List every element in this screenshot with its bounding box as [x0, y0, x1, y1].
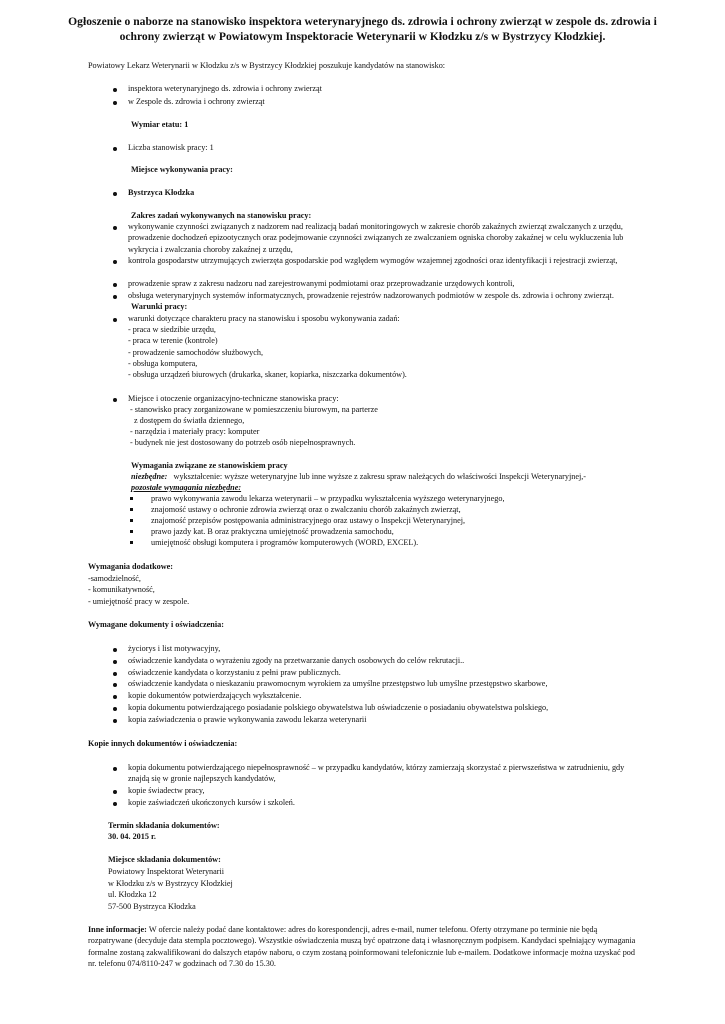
zakres-item: kontrola gospodarstw utrzymujących zwierzęta gospodarskie pod względem wymogów wzajemnej zgodności oraz identyfikacji i rejestracji zwierząt, [128, 256, 618, 265]
address-line: ul. Kłodzka 12 [108, 890, 157, 899]
pozostale-item: znajomość ustawy o ochronie zdrowia zwierząt oraz o zwalczaniu chorób zakaźnych zwierząt, [151, 505, 461, 514]
dokumenty-item: oświadczenie kandydata o wyrażeniu zgody na przetwarzanie danych osobowych do celów rekrutacji.. [128, 656, 465, 665]
otoczenie-item: - stanowisko pracy zorganizowane w pomieszczeniu biurowym, na parterze [130, 405, 378, 414]
bullet-icon [113, 767, 117, 771]
inne-text: W ofercie należy podać dane kontaktowe: adres do korespondencji, adres e-mail, numer telefonu. Oferty otrzymane po terminie nie będą rozpatrywane (decyduje data stempla pocztowego). Wszystkie oświadczenia muszą być opatrzone datą i własnoręcznym podpisem. Kandydaci spełniający wymagania formalne zostaną zakwalifikowani do dalszych etapów naboru, o czym zostaną poinformowani telefonicznie lub e-mailem. Dodatkowe informacje można uzyskać pod nr. telefonu 074/8110-247 w godzinach od 7.30 do 15.30. [88, 925, 636, 969]
kopie-item: kopie świadectw pracy, [128, 786, 205, 795]
square-bullet-icon [130, 497, 133, 500]
dokumenty-item: życiorys i list motywacyjny, [128, 644, 221, 653]
kopie-item: kopie zaświadczeń ukończonych kursów i szkoleń. [128, 798, 295, 807]
wymagania-label: Wymagania związane ze stanowiskiem pracy [131, 461, 288, 470]
dokumenty-item: kopie dokumentów potwierdzających wykształcenie. [128, 691, 302, 700]
address-line: w Kłodzku z/s w Bystrzycy Kłodzkiej [108, 879, 233, 888]
bullet-icon [113, 695, 117, 699]
warunki-item: - obsługa urządzeń biurowych (drukarka, skaner, kopiarka, niszczarka dokumentów). [128, 370, 407, 379]
wymiar-etatu: Wymiar etatu: 1 [131, 120, 189, 129]
position-item: w Zespole ds. zdrowia i ochrony zwierząt [128, 97, 265, 106]
dokumenty-item: kopia zaświadczenia o prawie wykonywania zawodu lekarza weterynarii [128, 715, 367, 724]
otoczenie-item: - narzędzia i materiały pracy: komputer [130, 427, 260, 436]
bullet-icon [113, 260, 117, 264]
dodatkowe-item: - komunikatywność, [88, 585, 155, 594]
bullet-icon [113, 88, 117, 92]
warunki-label: Warunki pracy: [131, 302, 188, 311]
dokumenty-item: oświadczenie kandydata o nieskazaniu prawomocnym wyrokiem za umyślne przestępstwo lub umyślne przestępstwo skarbowe, [128, 679, 548, 688]
bullet-icon [113, 101, 117, 105]
bullet-icon [113, 295, 117, 299]
kopie-label: Kopie innych dokumentów i oświadczenia: [88, 739, 238, 748]
kopie-item: kopia dokumentu potwierdzającego niepełnosprawność – w przypadku kandydatów, którzy zamierzają skorzystać z pierwszeństwa w zatrudnieniu, gdy znajdą się w gronie najlepszych kandydatów, [128, 763, 625, 784]
niezbedne-label: niezbędne: [131, 472, 168, 481]
dokumenty-item: kopia dokumentu potwierdzającego posiadanie polskiego obywatelstwa lub oświadczenie o posiadaniu obywatelstwa polskiego, [128, 703, 549, 712]
inne-informacje [88, 924, 643, 970]
otoczenie-intro: Miejsce i otoczenie organizacyjno-techniczne stanowiska pracy: [128, 394, 339, 403]
dokumenty-label: Wymagane dokumenty i oświadczenia: [88, 620, 224, 629]
bullet-icon [113, 192, 117, 196]
dodatkowe-item: - umiejętność pracy w zespole. [88, 597, 190, 606]
niezbedne-line [131, 471, 586, 482]
zakres-label: Zakres zadań wykonywanych na stanowisku pracy: [131, 211, 312, 220]
inne-label: Inne informacje: [88, 925, 147, 934]
bullet-icon [113, 398, 117, 402]
warunki-item: - obsługa komputera, [128, 359, 198, 368]
dodatkowe-label: Wymagania dodatkowe: [88, 562, 173, 571]
square-bullet-icon [130, 541, 133, 544]
pozostale-item: prawo wykonywania zawodu lekarza weterynarii – w przypadku wykształcenia wyższego weterynaryjnego, [151, 494, 505, 503]
warunki-item: - praca w siedzibie urzędu, [128, 325, 216, 334]
square-bullet-icon [130, 530, 133, 533]
warunki-item: - praca w terenie (kontrole) [128, 336, 218, 345]
zakres-item: prowadzenie spraw z zakresu nadzoru nad zarejestrowanymi podmiotami oraz przeprowadzanie urzędowych kontroli, [128, 279, 515, 288]
bullet-icon [113, 318, 117, 322]
bullet-icon [113, 147, 117, 151]
miejsce-skladania-label: Miejsce składania dokumentów: [108, 855, 221, 864]
address-line: Powiatowy Inspektorat Weterynarii [108, 867, 225, 876]
bullet-icon [113, 672, 117, 676]
warunki-intro: warunki dotyczące charakteru pracy na stanowisku i sposobu wykonywania zadań: [128, 314, 400, 323]
niezbedne-text: wykształcenie: wyższe weterynaryjne lub inne wyższe z zakresu spraw należących do właściwości Inspekcji Weterynaryjnej,- [173, 472, 587, 481]
dokumenty-item: oświadczenie kandydata o korzystaniu z pełni praw publicznych. [128, 668, 341, 677]
intro-text: Powiatowy Lekarz Weterynarii w Kłodzku z/s w Bystrzycy Kłodzkiej poszukuje kandydatów na stanowisko: [88, 61, 446, 70]
document-title: Ogłoszenie o naborze na stanowisko inspektora weterynaryjnego ds. zdrowia i ochrony zwierząt w zespole ds. zdrowia i ochrony zwierząt w Powiatowym Inspektoracie Weterynarii w Kłodzku z/s w Bystrzycy Kłodzkiej. [68, 15, 657, 43]
bullet-icon [113, 283, 117, 287]
miejsce-value: Bystrzyca Kłodzka [128, 188, 195, 197]
bullet-icon [113, 648, 117, 652]
zakres-item: obsługa weterynaryjnych systemów informatycznych, prowadzenie rejestrów nadzorowanych podmiotów w zespole ds. zdrowia i ochrony zwierząt. [128, 291, 614, 300]
liczba-stanowisk: Liczba stanowisk pracy: 1 [128, 143, 214, 152]
pozostale-item: prawo jazdy kat. B oraz praktyczna umiejętność prowadzenia samochodu, [151, 527, 394, 536]
termin-label: Termin składania dokumentów: [108, 821, 220, 830]
termin-value: 30. 04. 2015 r. [108, 832, 156, 841]
bullet-icon [113, 707, 117, 711]
bullet-icon [113, 683, 117, 687]
position-item: inspektora weterynaryjnego ds. zdrowia i ochrony zwierząt [128, 84, 322, 93]
square-bullet-icon [130, 508, 133, 511]
miejsce-label: Miejsce wykonywania pracy: [131, 165, 233, 174]
zakres-item: wykonywanie czynności związanych z nadzorem nad realizacją badań monitoringowych w zakresie chorób zakaźnych zwierząt zwalczanych z urzędu, prowadzenie dochodzeń epizootycznych oraz podejmowanie czynności związanych ze zwalczaniem ogniska choroby zakaźnej w celu wykluczenia lub wykrycia i zwalczania choroby zakaźnej z urzędu, [128, 222, 624, 254]
otoczenie-item: - budynek nie jest dostosowany do potrzeb osób niepełnosprawnych. [130, 438, 356, 447]
bullet-icon [113, 802, 117, 806]
square-bullet-icon [130, 519, 133, 522]
bullet-icon [113, 226, 117, 230]
warunki-item: - prowadzenie samochodów służbowych, [128, 348, 264, 357]
pozostale-item: umiejętność obsługi komputera i programów komputerowych (WORD, EXCEL). [151, 538, 419, 547]
dodatkowe-item: -samodzielność, [88, 574, 141, 583]
bullet-icon [113, 719, 117, 723]
pozostale-label: pozostałe wymagania niezbędne: [131, 483, 242, 492]
bullet-icon [113, 660, 117, 664]
address-line: 57-500 Bystrzyca Kłodzka [108, 902, 196, 911]
bullet-icon [113, 790, 117, 794]
pozostale-item: znajomość przepisów postępowania administracyjnego oraz ustawy o Inspekcji Weterynaryjnej, [151, 516, 466, 525]
otoczenie-item: z dostępem do światła dziennego, [134, 416, 245, 425]
